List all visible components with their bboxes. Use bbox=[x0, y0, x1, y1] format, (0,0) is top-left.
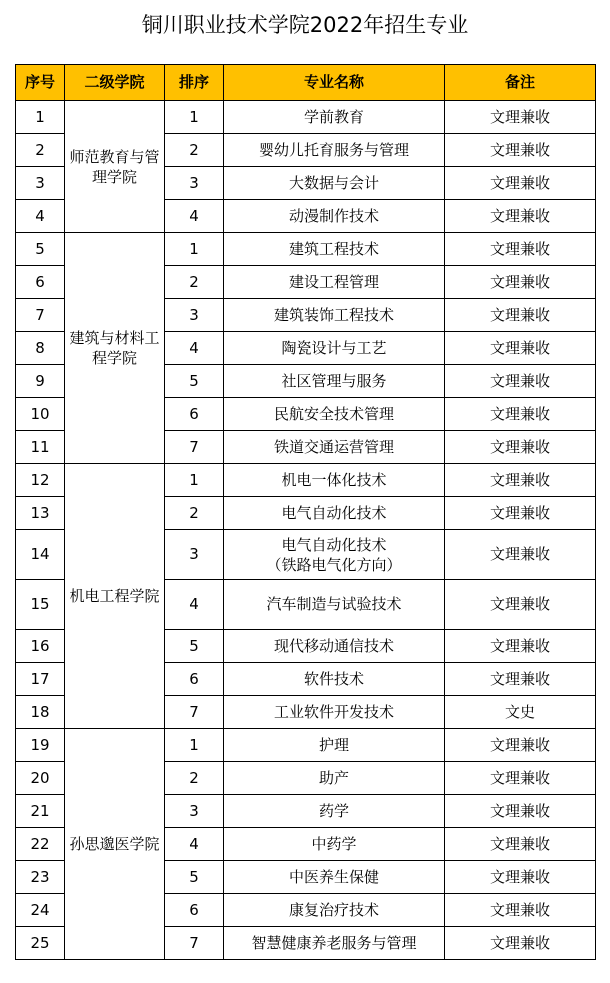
table-body bbox=[16, 101, 596, 960]
cell-rank: 3 bbox=[165, 795, 224, 828]
cell-rank: 7 bbox=[165, 431, 224, 464]
cell-rank: 4 bbox=[165, 828, 224, 861]
cell-rank: 2 bbox=[165, 266, 224, 299]
cell-major: 电气自动化技术 （铁路电气化方向） bbox=[224, 530, 445, 580]
cell-number: 4 bbox=[16, 200, 65, 233]
cell-note: 文理兼收 bbox=[445, 266, 596, 299]
cell-department: 师范教育与管理学院 bbox=[65, 101, 165, 233]
cell-number: 16 bbox=[16, 630, 65, 663]
cell-rank: 3 bbox=[165, 299, 224, 332]
header-rank: 排序 bbox=[165, 65, 224, 101]
cell-rank: 6 bbox=[165, 894, 224, 927]
cell-note: 文理兼收 bbox=[445, 729, 596, 762]
cell-major: 陶瓷设计与工艺 bbox=[224, 332, 445, 365]
cell-note: 文理兼收 bbox=[445, 530, 596, 580]
cell-rank: 1 bbox=[165, 101, 224, 134]
table-row bbox=[16, 233, 596, 266]
cell-rank: 5 bbox=[165, 630, 224, 663]
cell-number: 17 bbox=[16, 663, 65, 696]
cell-number: 19 bbox=[16, 729, 65, 762]
cell-major: 动漫制作技术 bbox=[224, 200, 445, 233]
cell-rank: 5 bbox=[165, 861, 224, 894]
cell-note: 文理兼收 bbox=[445, 828, 596, 861]
cell-note: 文理兼收 bbox=[445, 762, 596, 795]
cell-rank: 7 bbox=[165, 927, 224, 960]
header-note: 备注 bbox=[445, 65, 596, 101]
cell-note: 文理兼收 bbox=[445, 167, 596, 200]
cell-major: 社区管理与服务 bbox=[224, 365, 445, 398]
cell-rank: 1 bbox=[165, 233, 224, 266]
cell-number: 1 bbox=[16, 101, 65, 134]
cell-major: 康复治疗技术 bbox=[224, 894, 445, 927]
cell-number: 2 bbox=[16, 134, 65, 167]
table-row bbox=[16, 729, 596, 762]
cell-department: 机电工程学院 bbox=[65, 464, 165, 729]
cell-note: 文理兼收 bbox=[445, 861, 596, 894]
cell-note: 文史 bbox=[445, 696, 596, 729]
header-major: 专业名称 bbox=[224, 65, 445, 101]
cell-major: 工业软件开发技术 bbox=[224, 696, 445, 729]
cell-number: 14 bbox=[16, 530, 65, 580]
cell-major: 婴幼儿托育服务与管理 bbox=[224, 134, 445, 167]
cell-number: 13 bbox=[16, 497, 65, 530]
cell-note: 文理兼收 bbox=[445, 580, 596, 630]
header-department: 二级学院 bbox=[65, 65, 165, 101]
cell-rank: 6 bbox=[165, 398, 224, 431]
cell-major: 现代移动通信技术 bbox=[224, 630, 445, 663]
cell-number: 23 bbox=[16, 861, 65, 894]
cell-rank: 6 bbox=[165, 663, 224, 696]
cell-rank: 2 bbox=[165, 762, 224, 795]
cell-major: 电气自动化技术 bbox=[224, 497, 445, 530]
cell-number: 22 bbox=[16, 828, 65, 861]
cell-rank: 4 bbox=[165, 580, 224, 630]
cell-note: 文理兼收 bbox=[445, 299, 596, 332]
cell-note: 文理兼收 bbox=[445, 365, 596, 398]
cell-major: 汽车制造与试验技术 bbox=[224, 580, 445, 630]
cell-rank: 5 bbox=[165, 365, 224, 398]
cell-number: 12 bbox=[16, 464, 65, 497]
cell-number: 6 bbox=[16, 266, 65, 299]
cell-major: 药学 bbox=[224, 795, 445, 828]
cell-department: 建筑与材料工程学院 bbox=[65, 233, 165, 464]
cell-number: 8 bbox=[16, 332, 65, 365]
cell-rank: 1 bbox=[165, 729, 224, 762]
cell-major: 中医养生保健 bbox=[224, 861, 445, 894]
cell-number: 18 bbox=[16, 696, 65, 729]
cell-note: 文理兼收 bbox=[445, 894, 596, 927]
page-title: 铜川职业技术学院2022年招生专业 bbox=[141, 13, 469, 37]
cell-note: 文理兼收 bbox=[445, 134, 596, 167]
cell-rank: 4 bbox=[165, 332, 224, 365]
cell-major: 学前教育 bbox=[224, 101, 445, 134]
cell-number: 15 bbox=[16, 580, 65, 630]
table-row bbox=[16, 101, 596, 134]
cell-major: 软件技术 bbox=[224, 663, 445, 696]
cell-number: 21 bbox=[16, 795, 65, 828]
cell-major: 民航安全技术管理 bbox=[224, 398, 445, 431]
cell-rank: 7 bbox=[165, 696, 224, 729]
majors-table bbox=[15, 64, 596, 960]
cell-note: 文理兼收 bbox=[445, 663, 596, 696]
cell-major: 机电一体化技术 bbox=[224, 464, 445, 497]
cell-number: 9 bbox=[16, 365, 65, 398]
cell-number: 20 bbox=[16, 762, 65, 795]
cell-note: 文理兼收 bbox=[445, 431, 596, 464]
cell-rank: 2 bbox=[165, 497, 224, 530]
cell-rank: 3 bbox=[165, 167, 224, 200]
cell-note: 文理兼收 bbox=[445, 795, 596, 828]
cell-note: 文理兼收 bbox=[445, 200, 596, 233]
cell-note: 文理兼收 bbox=[445, 630, 596, 663]
cell-number: 3 bbox=[16, 167, 65, 200]
cell-number: 25 bbox=[16, 927, 65, 960]
cell-number: 11 bbox=[16, 431, 65, 464]
header-number: 序号 bbox=[16, 65, 65, 101]
cell-major: 建设工程管理 bbox=[224, 266, 445, 299]
cell-note: 文理兼收 bbox=[445, 398, 596, 431]
cell-major: 助产 bbox=[224, 762, 445, 795]
table-header-row bbox=[16, 65, 596, 101]
cell-note: 文理兼收 bbox=[445, 927, 596, 960]
cell-major: 护理 bbox=[224, 729, 445, 762]
cell-number: 10 bbox=[16, 398, 65, 431]
cell-rank: 2 bbox=[165, 134, 224, 167]
cell-rank: 4 bbox=[165, 200, 224, 233]
cell-number: 5 bbox=[16, 233, 65, 266]
cell-major: 建筑工程技术 bbox=[224, 233, 445, 266]
cell-note: 文理兼收 bbox=[445, 497, 596, 530]
cell-major: 大数据与会计 bbox=[224, 167, 445, 200]
cell-department: 孙思邈医学院 bbox=[65, 729, 165, 960]
cell-major: 铁道交通运营管理 bbox=[224, 431, 445, 464]
cell-note: 文理兼收 bbox=[445, 332, 596, 365]
cell-note: 文理兼收 bbox=[445, 101, 596, 134]
cell-rank: 1 bbox=[165, 464, 224, 497]
cell-note: 文理兼收 bbox=[445, 233, 596, 266]
cell-major: 中药学 bbox=[224, 828, 445, 861]
cell-major: 建筑装饰工程技术 bbox=[224, 299, 445, 332]
cell-note: 文理兼收 bbox=[445, 464, 596, 497]
cell-major: 智慧健康养老服务与管理 bbox=[224, 927, 445, 960]
cell-number: 24 bbox=[16, 894, 65, 927]
cell-rank: 3 bbox=[165, 530, 224, 580]
cell-number: 7 bbox=[16, 299, 65, 332]
table-row bbox=[16, 464, 596, 497]
